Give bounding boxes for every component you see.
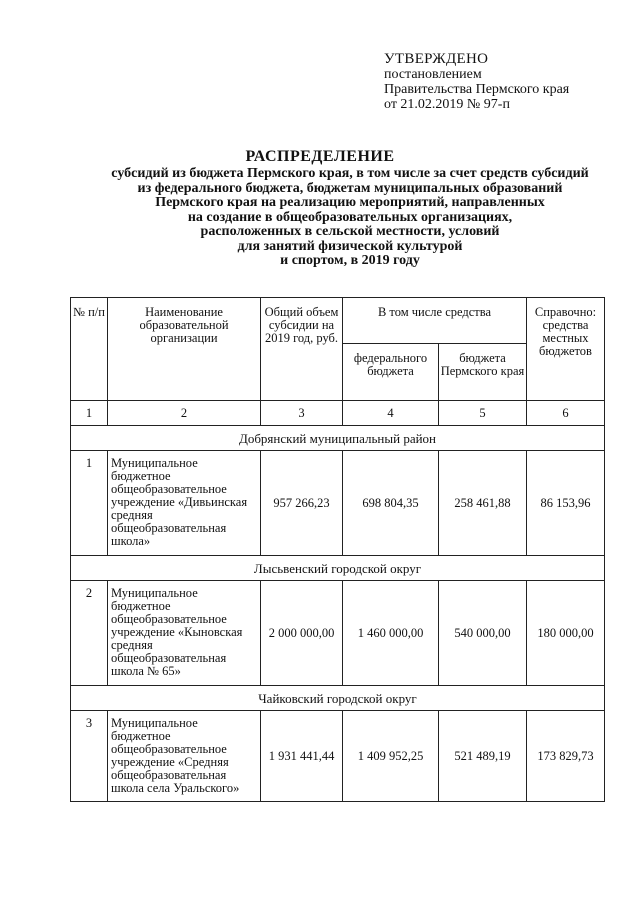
header-regional: бюджета Пермского края [439, 344, 527, 401]
section-row [71, 686, 605, 711]
row-name: Муниципальное бюджетное общеобразовательное учреждение «Дивьинская средняя общеобразовательная школа» [108, 451, 261, 556]
table-row [71, 581, 605, 686]
subtitle-line: Пермского края на реализацию мероприятий, направленных [155, 195, 545, 210]
column-number: 4 [343, 401, 439, 426]
subtitle-line: на создание в общеобразовательных организациях, [187, 209, 513, 225]
column-number-row [71, 401, 605, 426]
column-number: 6 [527, 401, 605, 426]
row-num: 1 [71, 451, 108, 556]
column-number: 2 [108, 401, 261, 426]
section-title: Лысьвенский городской округ [71, 556, 605, 581]
row-total: 1 931 441,44 [261, 711, 343, 802]
row-local: 86 153,96 [527, 451, 605, 556]
row-federal: 1 409 952,25 [343, 711, 439, 802]
row-local: 180 000,00 [527, 581, 605, 686]
row-num: 2 [71, 581, 108, 686]
header-federal: федерального бюджета [343, 344, 439, 401]
row-local: 173 829,73 [527, 711, 605, 802]
header-name: Наименование образовательной организации [108, 298, 261, 401]
row-num: 3 [71, 711, 108, 802]
subtitle-line: и спортом, в 2019 году [280, 253, 420, 268]
header-total: Общий объем субсидии на 2019 год, руб. [261, 298, 343, 401]
table-row [71, 451, 605, 556]
section-title: Добрянский муниципальный район [71, 426, 605, 451]
row-name: Муниципальное бюджетное общеобразовательное учреждение «Кыновская средняя общеобразовательная школа № 65» [108, 581, 261, 686]
row-regional: 521 489,19 [439, 711, 527, 802]
table-row [71, 711, 605, 802]
table-header-row [71, 298, 605, 344]
subtitle-line: для занятий физической культурой [237, 238, 463, 254]
row-regional: 258 461,88 [439, 451, 527, 556]
column-number: 1 [71, 401, 108, 426]
row-federal: 698 804,35 [343, 451, 439, 556]
approval-line-1: постановлением [384, 67, 482, 82]
header-including: В том числе средства [343, 298, 527, 344]
row-total: 957 266,23 [261, 451, 343, 556]
section-row [71, 426, 605, 451]
approval-heading: УТВЕРЖДЕНО [384, 51, 489, 67]
column-number: 3 [261, 401, 343, 426]
approval-line-2: Правительства Пермского края [384, 82, 570, 97]
row-name: Муниципальное бюджетное общеобразовательное учреждение «Средняя общеобразовательная школа села Уральского» [108, 711, 261, 802]
section-row [71, 556, 605, 581]
subtitle-line: расположенных в сельской местности, условий [200, 224, 500, 239]
document-subtitle [60, 167, 640, 269]
approval-line-3: от 21.02.2019 № 97-п [384, 97, 510, 112]
row-federal: 1 460 000,00 [343, 581, 439, 686]
document-title: РАСПРЕДЕЛЕНИЕ [245, 148, 395, 165]
header-local: Справочно: средства местных бюджетов [527, 298, 605, 401]
row-regional: 540 000,00 [439, 581, 527, 686]
column-number: 5 [439, 401, 527, 426]
section-title: Чайковский городской округ [71, 686, 605, 711]
approval-stamp [384, 52, 569, 112]
subtitle-line: из федерального бюджета, бюджетам муниципальных образований [137, 180, 563, 196]
row-total: 2 000 000,00 [261, 581, 343, 686]
header-num: № п/п [71, 298, 108, 401]
distribution-table [70, 297, 605, 802]
subtitle-line: субсидий из бюджета Пермского края, в том числе за счет средств субсидий [111, 166, 589, 181]
